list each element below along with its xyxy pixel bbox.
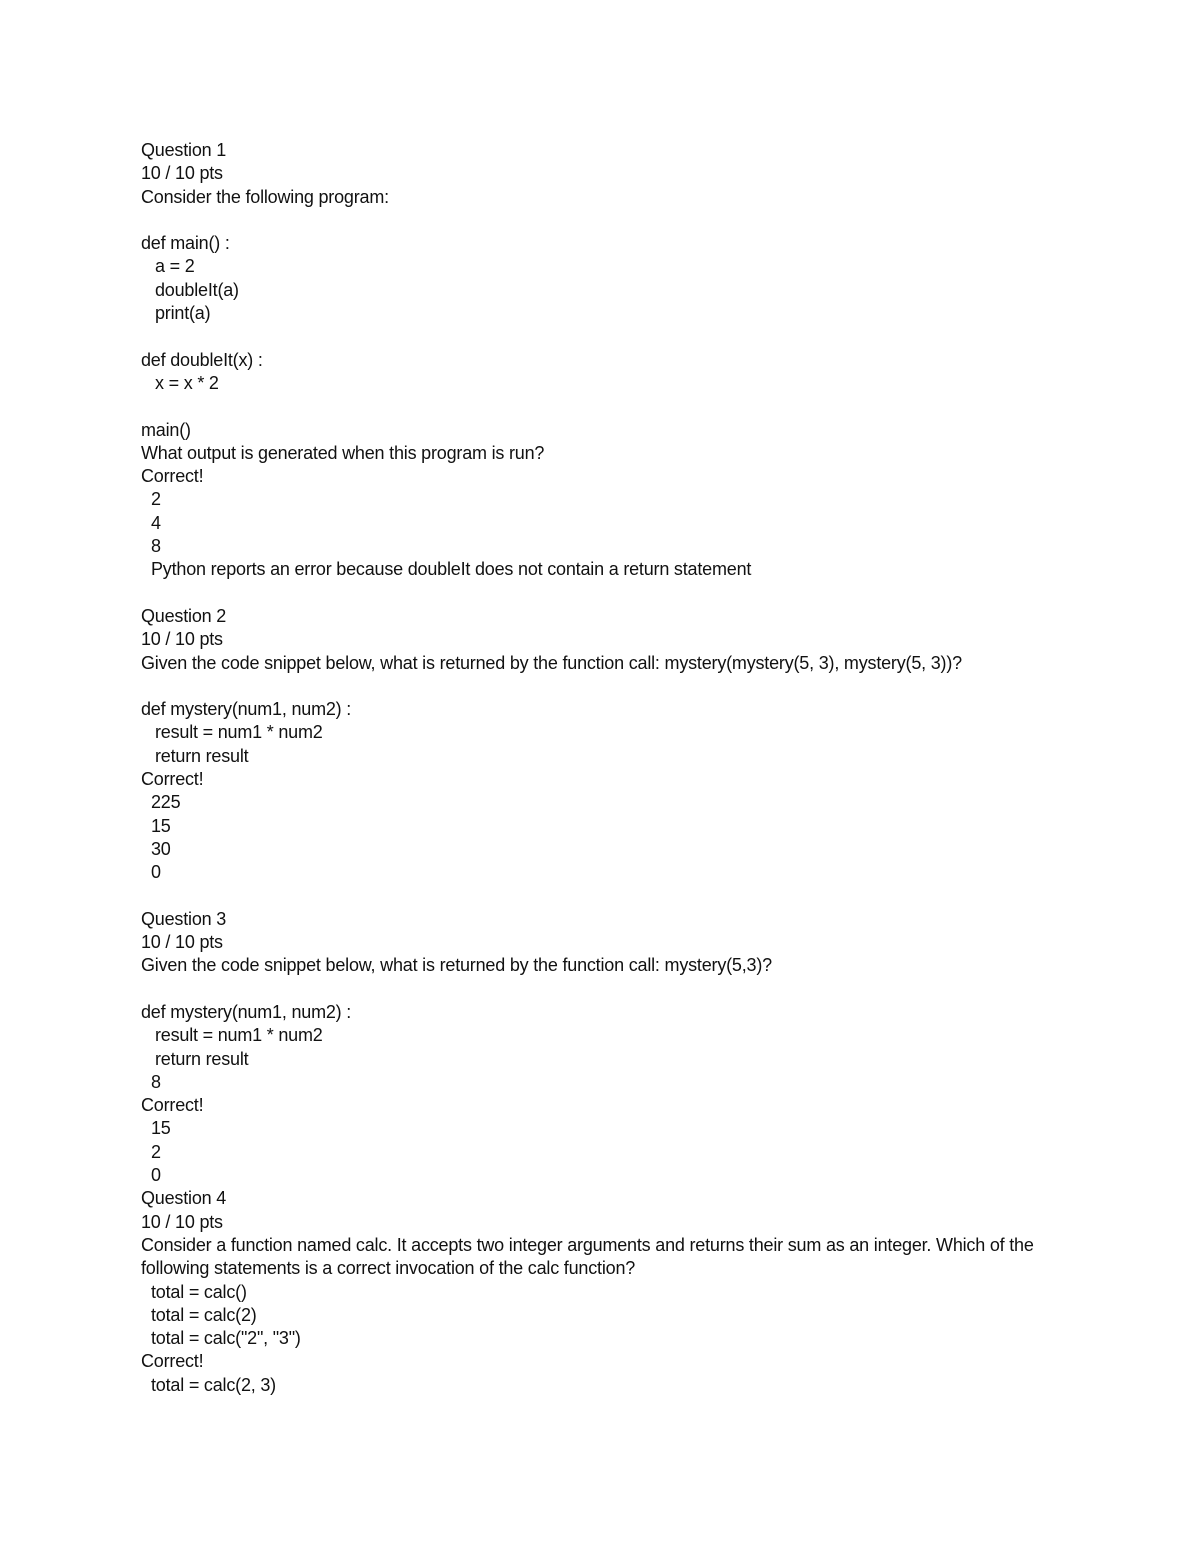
answer-option[interactable]: 0: [151, 862, 161, 883]
spacer: [141, 885, 1081, 908]
question-3-title: Question 3: [141, 908, 227, 929]
question-2-prompt: Given the code snippet below, what is returned by the function call: mystery(mystery(5, 3), mystery(5, 3))?: [141, 652, 962, 673]
answer-option[interactable]: total = calc("2", "3"): [151, 1328, 301, 1349]
answer-option[interactable]: total = calc(2): [151, 1304, 257, 1325]
correct-label: Correct!: [141, 1351, 204, 1372]
answer-option[interactable]: total = calc(): [151, 1281, 247, 1302]
spacer: [141, 675, 1081, 698]
question-4-points: 10 / 10 pts: [141, 1211, 223, 1232]
code-line: return result: [155, 1048, 249, 1069]
answer-option[interactable]: 30: [151, 838, 171, 859]
answer-option[interactable]: 8: [151, 1071, 161, 1092]
code-line: result = num1 * num2: [155, 722, 323, 743]
question-1-title: Question 1: [141, 140, 227, 160]
spacer: [141, 325, 1081, 348]
question-1-points: 10 / 10 pts: [141, 163, 223, 184]
code-line: main(): [141, 419, 191, 440]
answer-option[interactable]: 15: [151, 1118, 171, 1139]
quiz-document: [141, 139, 1081, 1397]
answer-option[interactable]: 4: [151, 512, 161, 533]
code-line: return result: [155, 745, 249, 766]
question-3-prompt: Given the code snippet below, what is returned by the function call: mystery(5,3)?: [141, 955, 772, 976]
answer-option[interactable]: 2: [151, 489, 161, 510]
answer-option[interactable]: 225: [151, 792, 181, 813]
answer-option[interactable]: total = calc(2, 3): [151, 1374, 276, 1395]
spacer: [141, 978, 1081, 1001]
code-line: print(a): [155, 303, 211, 324]
question-4-title: Question 4: [141, 1188, 227, 1209]
code-line: def main() :: [141, 233, 230, 254]
question-3-points: 10 / 10 pts: [141, 932, 223, 953]
answer-option[interactable]: 15: [151, 815, 171, 836]
spacer: [141, 395, 1081, 418]
code-line: def doubleIt(x) :: [141, 349, 263, 370]
code-line: x = x * 2: [155, 372, 219, 393]
answer-option[interactable]: Python reports an error because doubleIt does not contain a return statement: [151, 559, 752, 580]
code-line: def mystery(num1, num2) :: [141, 699, 352, 720]
code-line: result = num1 * num2: [155, 1025, 323, 1046]
answer-option[interactable]: 0: [151, 1165, 161, 1186]
spacer: [141, 582, 1081, 605]
question-1-prompt: Consider the following program:: [141, 186, 389, 207]
correct-label: Correct!: [141, 1095, 204, 1116]
code-line: a = 2: [155, 256, 195, 277]
question-1-question: What output is generated when this program is run?: [141, 442, 545, 463]
answer-option[interactable]: 8: [151, 536, 161, 557]
question-4-prompt: Consider a function named calc. It accepts two integer arguments and returns their sum as an integer. Which of the following statements is a correct invocation of the calc function?: [141, 1234, 1034, 1279]
correct-label: Correct!: [141, 769, 204, 790]
code-line: doubleIt(a): [155, 279, 239, 300]
correct-label: Correct!: [141, 466, 204, 487]
spacer: [141, 209, 1081, 232]
answer-option[interactable]: 2: [151, 1141, 161, 1162]
question-2-title: Question 2: [141, 605, 227, 626]
code-line: def mystery(num1, num2) :: [141, 1001, 352, 1022]
question-2-points: 10 / 10 pts: [141, 629, 223, 650]
